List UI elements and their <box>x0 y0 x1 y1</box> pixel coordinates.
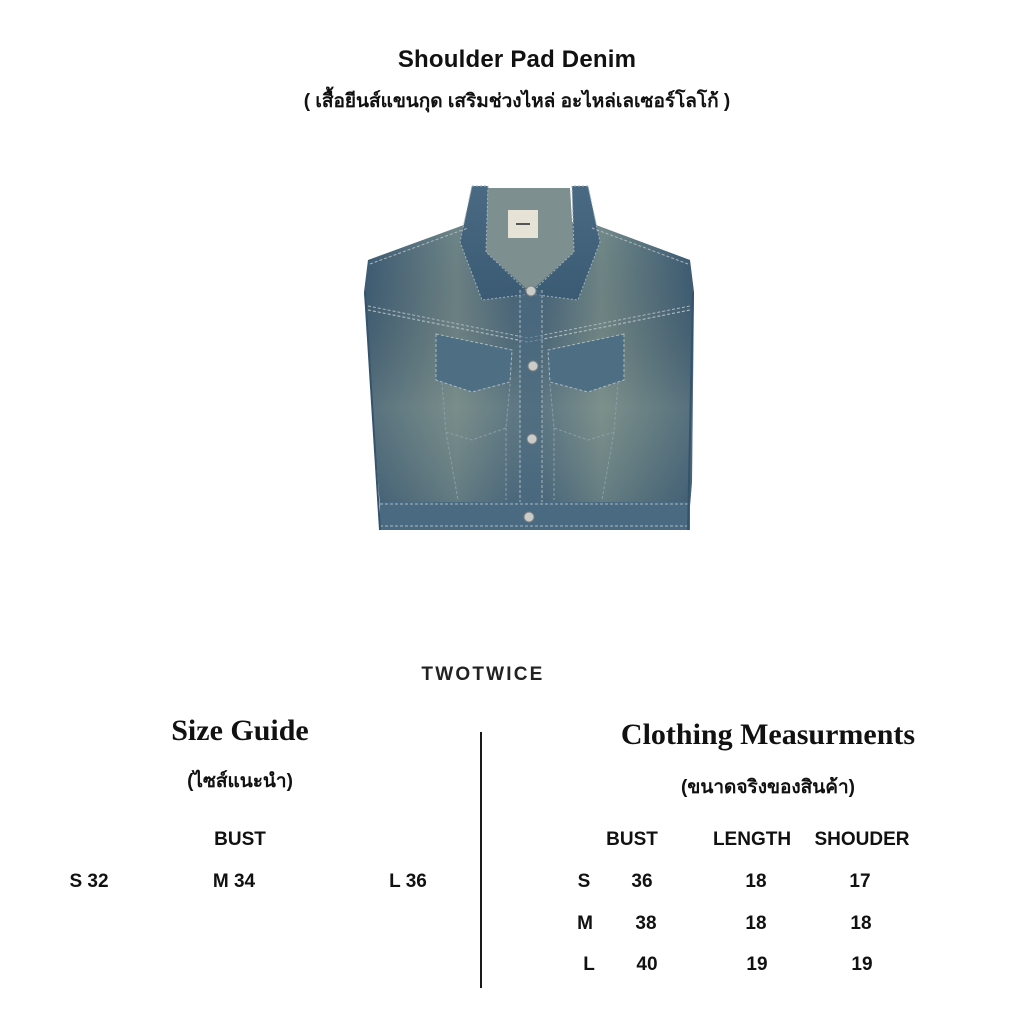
row-bust: 36 <box>631 871 653 892</box>
row-shoulder: 18 <box>850 913 872 934</box>
measurements-header-bust: BUST <box>606 829 658 850</box>
size-guide-header-bust: BUST <box>214 829 266 850</box>
measurements-header-shoulder: SHOUDER <box>814 829 910 850</box>
product-image <box>360 182 700 534</box>
measurements-header-length: LENGTH <box>712 829 792 850</box>
row-length: 18 <box>745 871 767 892</box>
size-guide-title: Size Guide <box>171 714 309 747</box>
measurements-title: Clothing Measurments <box>620 718 916 751</box>
size-guide-item-l: L 36 <box>389 871 427 892</box>
row-size: M <box>577 913 593 934</box>
section-divider <box>480 732 482 988</box>
size-guide-item-s: S 32 <box>69 871 109 892</box>
row-length: 19 <box>746 954 768 975</box>
row-bust: 40 <box>636 954 658 975</box>
row-bust: 38 <box>635 913 657 934</box>
row-size: L <box>583 954 595 975</box>
size-guide-subtitle: (ไซส์แนะนำ) <box>187 771 293 792</box>
size-guide-item-m: M 34 <box>212 871 256 892</box>
measurements-subtitle: (ขนาดจริงของสินค้า) <box>681 777 855 798</box>
product-subtitle-thai: ( เสื้อยีนส์แขนกุด เสริมช่วงไหล่ อะไหล่เลเซอร์โลโก้ ) <box>303 91 731 112</box>
row-length: 18 <box>745 913 767 934</box>
row-shoulder: 17 <box>849 871 871 892</box>
product-title: Shoulder Pad Denim <box>397 46 637 73</box>
brand-name: TWOTWICE <box>421 664 545 685</box>
row-shoulder: 19 <box>851 954 873 975</box>
row-size: S <box>577 871 591 892</box>
